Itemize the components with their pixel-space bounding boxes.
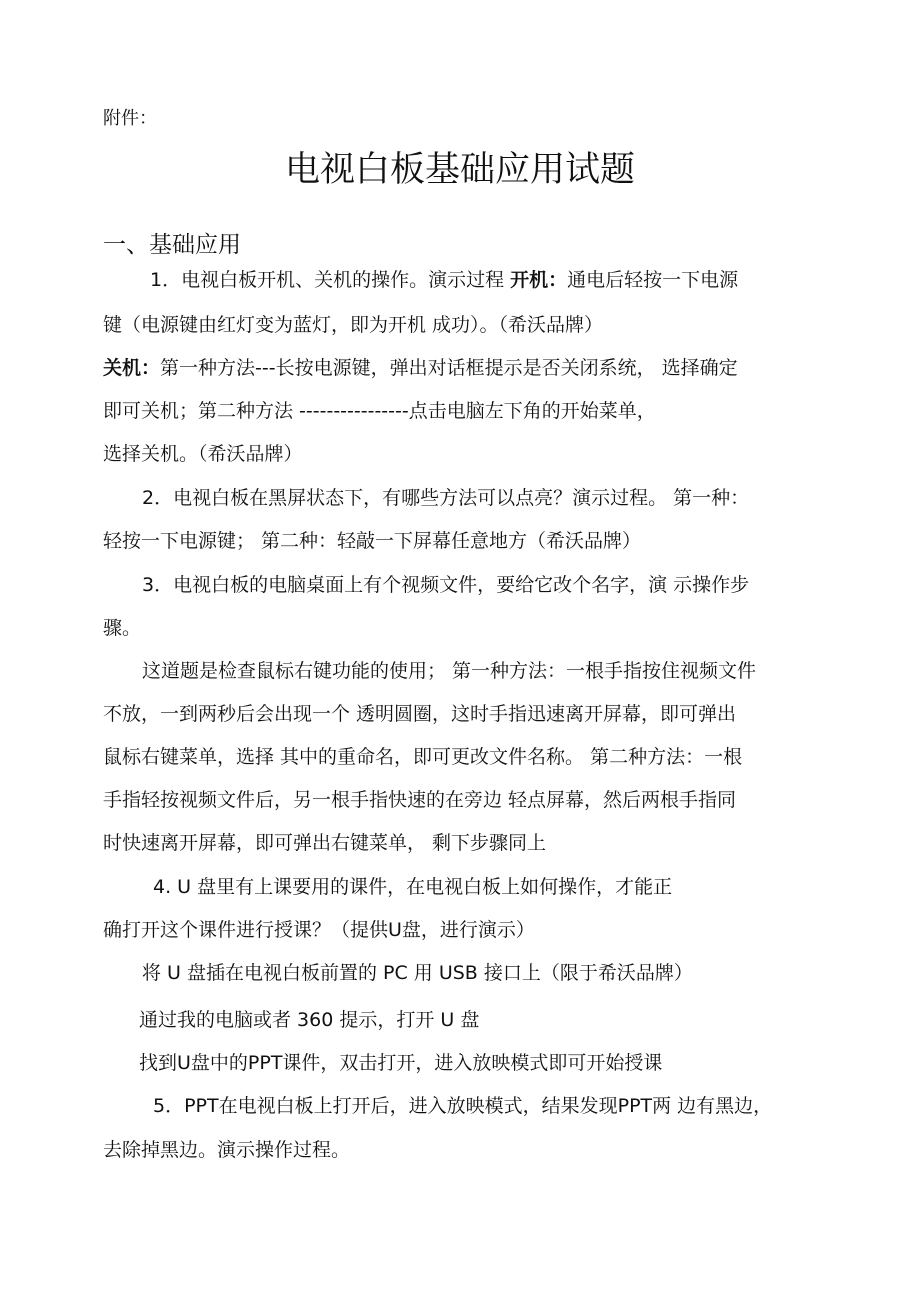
question-3-line-2: 骤。 — [103, 617, 142, 639]
q1-power-on-label: 开机： — [510, 269, 568, 291]
question-3-answer-2: 不放，一到两秒后会出现一个 透明圆圈，这时手指迅速离开屏幕，即可弹出 — [103, 703, 737, 725]
page-title: 电视白板基础应用试题 — [284, 150, 635, 190]
question-1-line-4: 即可关机；第二种方法 ----------------点击电脑左下角的开始菜单， — [103, 400, 656, 422]
question-3-line-1: 3．电视白板的电脑桌面上有个视频文件，要给它改个名字，演 示操作步 — [142, 574, 750, 596]
q1-power-off-text: 第一种方法---长按电源键，弹出对话框提示是否关闭系统， 选择确定 — [160, 357, 738, 379]
question-3-answer-1: 这道题是检查鼠标右键功能的使用； 第一种方法：一根手指按住视频文件 — [142, 660, 757, 682]
question-2-line-2: 轻按一下电源键； 第二种：轻敲一下屏幕任意地方（希沃品牌） — [103, 530, 642, 552]
question-1-line-3 — [103, 359, 738, 378]
q1-power-off-label: 关机： — [103, 357, 161, 379]
question-3-answer-5: 时快速离开屏幕，即可弹出右键菜单， 剩下步骤同上 — [103, 832, 547, 854]
question-1-line-2: 键（电源键由红灯变为蓝灯，即为开机 成功）。（希沃品牌） — [103, 314, 604, 336]
question-5-line-2: 去除掉黑边。演示操作过程。 — [103, 1139, 351, 1161]
question-2-line-1: 2．电视白板在黑屏状态下，有哪些方法可以点亮？演示过程。 第一种： — [142, 487, 750, 509]
q1-text: 1．电视白板开机、关机的操作。演示过程 — [150, 269, 511, 291]
question-4-step-1: 将 U 盘插在电视白板前置的 PC 用 USB 接口上（限于希沃品牌） — [142, 962, 693, 984]
question-5-line-1: 5．PPT在电视白板上打开后，进入放映模式，结果发现PPT两 边有黑边， — [153, 1095, 773, 1117]
question-3-answer-3: 鼠标右键菜单，选择 其中的重命名，即可更改文件名称。 第二种方法：一根 — [103, 746, 743, 768]
question-4-step-3: 找到U盘中的PPT课件，双击打开，进入放映模式即可开始授课 — [139, 1052, 663, 1074]
attachment-label: 附件： — [103, 108, 157, 129]
question-3-answer-4: 手指轻按视频文件后，另一根手指快速的在旁边 轻点屏幕，然后两根手指同 — [103, 789, 737, 811]
q1-text-cont: 通电后轻按一下电源 — [567, 269, 739, 291]
question-4-line-1: 4. U 盘里有上课要用的课件，在电视白板上如何操作，才能正 — [153, 876, 673, 898]
question-1-line-5: 选择关机。（希沃品牌） — [103, 443, 303, 465]
section-heading: 一、基础应用 — [103, 232, 241, 258]
question-4-line-2: 确打开这个课件进行授课？（提供U盘，进行演示） — [103, 919, 535, 941]
question-1-line-1 — [150, 271, 738, 290]
question-4-step-2: 通过我的电脑或者 360 提示，打开 U 盘 — [139, 1009, 480, 1031]
